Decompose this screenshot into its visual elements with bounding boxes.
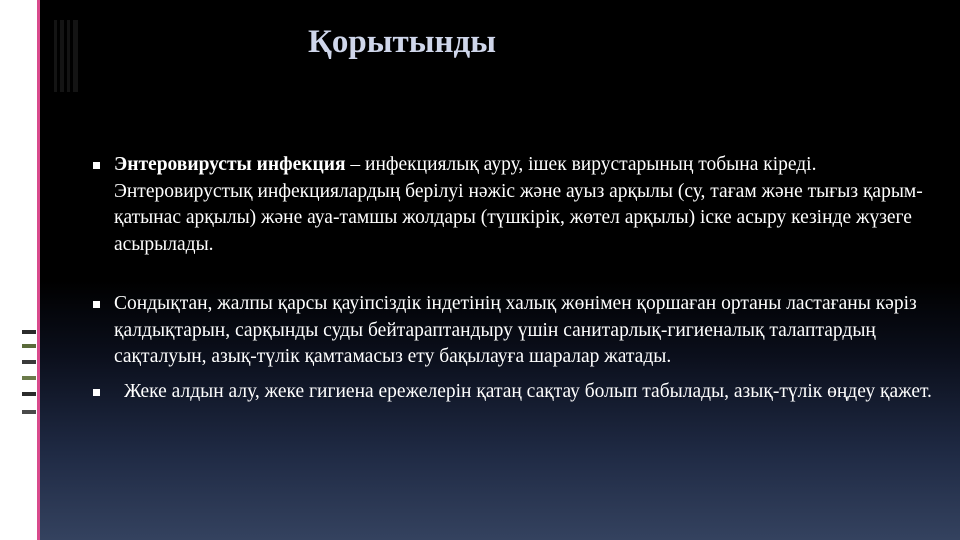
slide (40, 0, 960, 540)
decorative-bars-top (54, 20, 80, 92)
bold-term: Энтеровирусты инфекция (114, 154, 346, 175)
bullet-paragraph-2 (86, 291, 946, 371)
decorative-dashes-left (22, 330, 36, 430)
slide-title: Қорытынды (308, 24, 496, 60)
paragraph-text: Жеке алдын алу, жеке гигиена ережелерін қатаң сақтау болып табылады, азық-түлік өңдеу қажет. (124, 380, 932, 402)
square-bullet-icon (93, 301, 100, 308)
bullet-paragraph-1 (86, 152, 946, 258)
bullet-paragraph-3 (86, 379, 946, 406)
square-bullet-icon (93, 162, 100, 169)
left-margin-band (0, 0, 40, 540)
slide-body (86, 152, 946, 405)
paragraph-text: – инфекциялық ауру, ішек вирустарының тобына кіреді. Энтеровирустық инфекциялардың берілуі нәжіс және ауыз арқылы (су, тағам және тығыз қарым-қатынас арқылы) және ауа-тамшы жолдары (түшкірік, жөтел арқылы) іске асыру кезінде жүзеге асырылады. (114, 154, 923, 255)
accent-divider-line (37, 0, 40, 540)
square-bullet-icon (93, 389, 100, 396)
paragraph-text: Сондықтан, жалпы қарсы қауіпсіздік індетінің халық жөнімен қоршаған ортаны ластағаны кәріз қалдықтарын, сарқынды суды бейтараптандыру үшін санитарлық-гигиеналық талаптардың сақталуын, азық-түлік қамтамасыз ету бақылауға шаралар жатады. (114, 293, 917, 367)
